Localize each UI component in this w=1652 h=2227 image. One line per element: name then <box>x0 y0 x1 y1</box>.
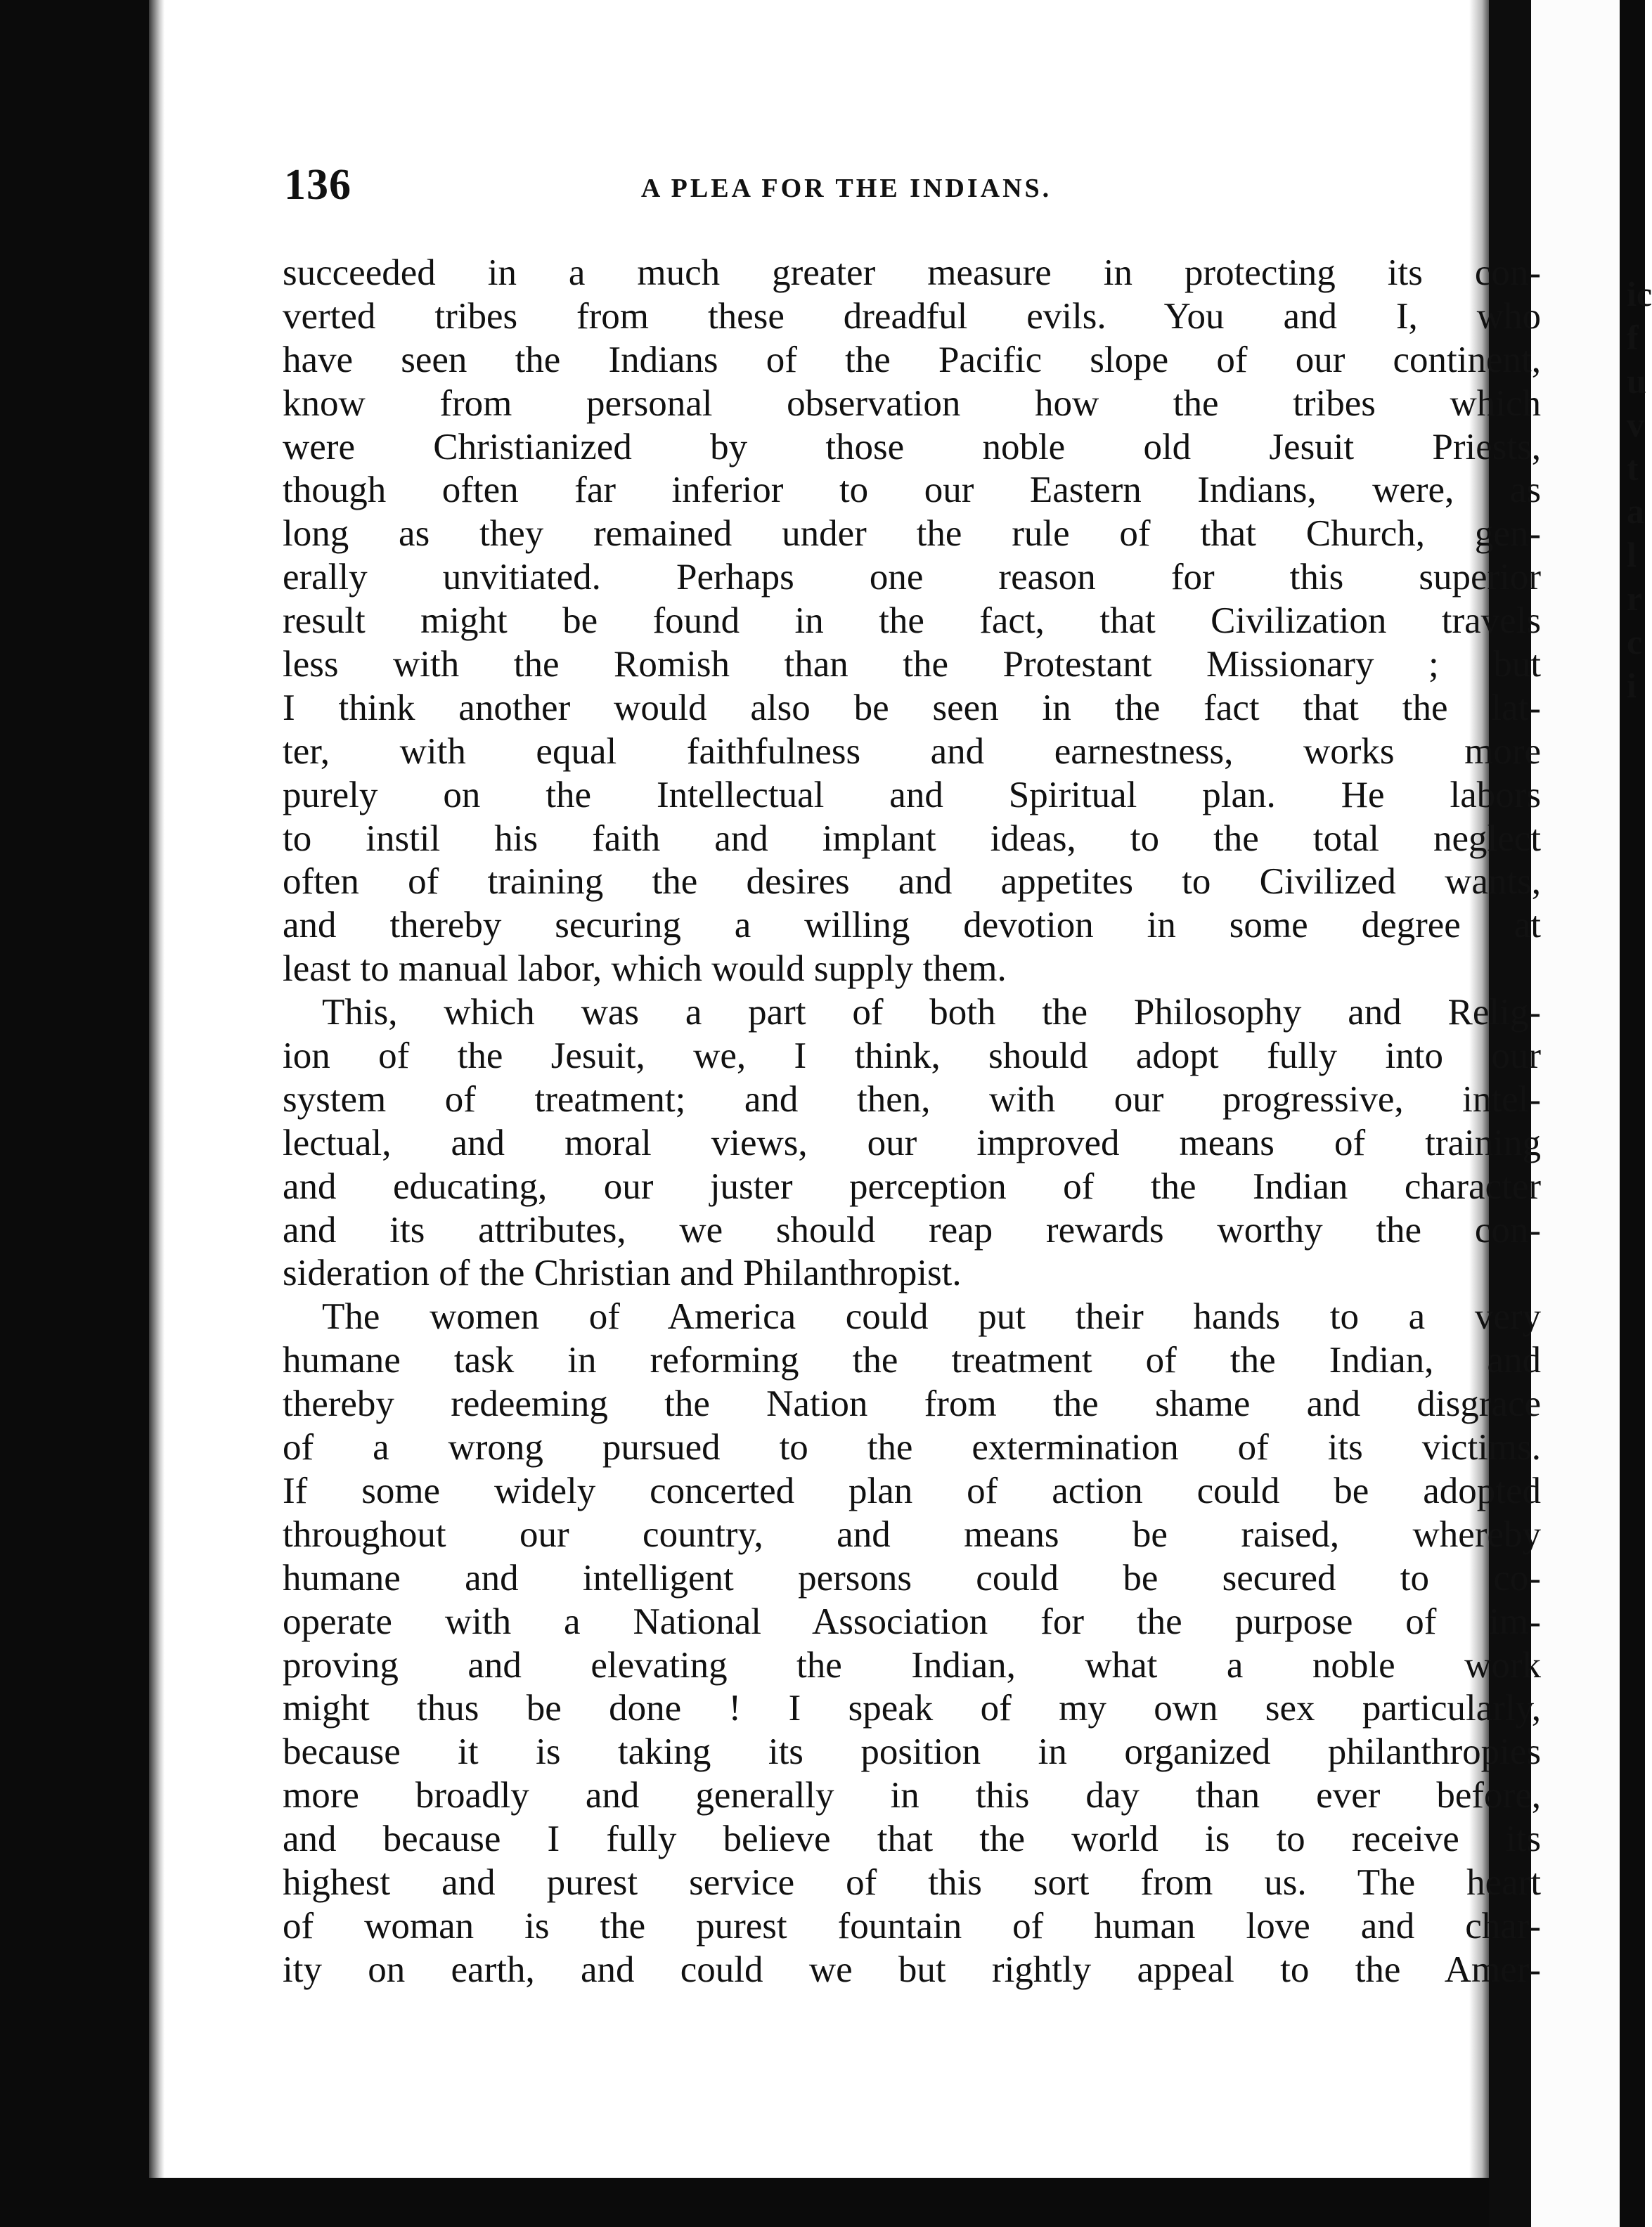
text-line: The women of America could put their hands to a very <box>322 1296 1541 1338</box>
text-line: and because I fully believe that the world is to receive its <box>283 1819 1541 1860</box>
facing-fragment: u <box>1627 361 1646 401</box>
facing-fragment: i <box>1627 666 1637 706</box>
text-line: ity on earth, and could we but rightly appeal to the Amer- <box>283 1949 1541 1990</box>
scan-edge-bottom <box>149 2178 1489 2227</box>
text-line: and thereby securing a willing devotion in some degree at <box>283 905 1541 946</box>
text-line: thereby redeeming the Nation from the shame and disgrace <box>283 1383 1541 1425</box>
facing-fragment: l <box>1627 535 1637 575</box>
text-line: though often far inferior to our Eastern Indians, were, as <box>283 470 1541 511</box>
text-line: result might be found in the fact, that Civilization travels <box>283 600 1541 642</box>
facing-fragment: ic <box>1627 274 1652 314</box>
text-line: succeeded in a much greater measure in protecting its con- <box>283 252 1541 293</box>
facing-fragment: c <box>1627 622 1643 662</box>
facing-fragment: f <box>1627 317 1639 357</box>
text-line: because it is taking its position in organized philanthropies <box>283 1731 1541 1773</box>
scan-edge-left <box>0 0 149 2227</box>
text-line: have seen the Indians of the Pacific slope of our continent, <box>283 339 1541 380</box>
text-line: less with the Romish than the Protestant Missionary ; but <box>283 644 1541 685</box>
facing-page-fragments <box>1627 273 1652 708</box>
text-line: ter, with equal faithfulness and earnestness, works more <box>283 730 1541 772</box>
text-line: verted tribes from these dreadful evils. You and I, who <box>283 295 1541 337</box>
text-line: operate with a National Association for the purpose of im- <box>283 1601 1541 1642</box>
facing-fragment: t <box>1627 448 1639 488</box>
text-line: might thus be done ! I speak of my own sex particularly, <box>283 1688 1541 1729</box>
page-edge-shadow <box>149 0 164 2227</box>
text-line: know from personal observation how the tribes which <box>283 382 1541 424</box>
text-line: This, which was a part of both the Philosophy and Relig- <box>322 992 1541 1033</box>
text-line: lectual, and moral views, our improved means of training <box>283 1122 1541 1163</box>
text-line: system of treatment; and then, with our progressive, intel- <box>283 1078 1541 1120</box>
facing-fragment: v <box>1627 404 1644 444</box>
text-line: I think another would also be seen in the fact that the lat- <box>283 687 1541 728</box>
text-line: were Christianized by those noble old Jesuit Priests, <box>283 426 1541 467</box>
text-line: highest and purest service of this sort from us. The heart <box>283 1861 1541 1903</box>
text-line: least to manual labor, which would supply them. <box>283 948 1007 990</box>
text-line: purely on the Intellectual and Spiritual plan. He labors <box>283 774 1541 815</box>
facing-fragment: r <box>1627 579 1643 619</box>
page-number: 136 <box>284 161 351 209</box>
text-line: erally unvitiated. Perhaps one reason for this superior <box>283 557 1541 598</box>
text-line: and educating, our juster perception of the Indian character <box>283 1166 1541 1207</box>
body-text <box>283 252 1541 1992</box>
text-line: ion of the Jesuit, we, I think, should adopt fully into our <box>283 1035 1541 1077</box>
text-line: humane and intelligent persons could be secured to co- <box>283 1557 1541 1599</box>
text-line: to instil his faith and implant ideas, to the total neglect <box>283 818 1541 859</box>
text-line: more broadly and generally in this day than ever before, <box>283 1775 1541 1816</box>
text-line: If some widely concerted plan of action could be adopted <box>283 1470 1541 1511</box>
text-line: sideration of the Christian and Philanthropist. <box>283 1253 962 1294</box>
text-line: throughout our country, and means be raised, whereby <box>283 1513 1541 1555</box>
text-line: proving and elevating the Indian, what a noble work <box>283 1644 1541 1686</box>
running-title: A PLEA FOR THE INDIANS. <box>640 174 1052 203</box>
text-line: humane task in reforming the treatment of the Indian, and <box>283 1340 1541 1381</box>
book-page <box>169 0 1541 2178</box>
facing-fragment: a <box>1627 491 1644 531</box>
text-line: of a wrong pursued to the extermination of its victims. <box>283 1427 1541 1468</box>
text-line: long as they remained under the rule of that Church, gen- <box>283 513 1541 555</box>
text-line: of woman is the purest fountain of human love and char- <box>283 1905 1541 1947</box>
page-header <box>284 160 1282 217</box>
text-line: often of training the desires and appetites to Civilized wants, <box>283 861 1541 903</box>
text-line: and its attributes, we should reap rewards worthy the con- <box>283 1209 1541 1251</box>
